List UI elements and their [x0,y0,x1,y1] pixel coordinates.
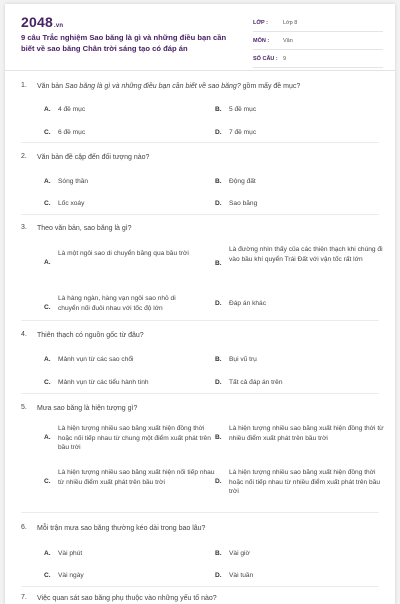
option-letter: C. [44,572,51,579]
option-letter: B. [215,434,222,441]
option-text: Là hàng ngàn, hàng vạn ngôi sao nhỏ di chuyển nối đuôi nhau với tốc độ lớn [58,295,176,312]
divider [21,512,379,513]
question-number: 6. [21,524,27,531]
option-letter: A. [44,259,51,266]
option-letter: D. [215,129,222,136]
question-text: Theo văn bản, sao băng là gì? [37,225,132,232]
option-letter: C. [44,304,51,311]
question-text-italic: Sao băng là gì và những điều bạn cần biết về sao băng? [65,83,241,90]
question-number: 1. [21,82,27,89]
question-text: Văn bản đề cập đến đối tượng nào? [37,154,150,161]
option-text: Là một ngôi sao di chuyển băng qua bầu trời [58,250,189,257]
option-letter: A. [44,550,51,557]
divider [21,142,379,143]
option-text: Là hiện tượng nhiều sao băng xuất hiện đồng thời từ nhiều điểm xuất phát trên bầu trời [229,425,384,442]
option-text: Lốc xoáy [58,200,85,207]
question-number: 5. [21,404,27,411]
option-text: Vài tuần [229,572,254,579]
option-text: Tất cả đáp án trên [229,379,283,386]
option-text: Bụi vũ trụ [229,356,257,363]
meta-label: LỚP : [253,19,268,26]
logo-text: 2048 [21,14,53,30]
quiz-sheet [5,4,395,604]
divider [21,393,379,394]
meta-row-class [253,14,383,32]
option-letter: D. [215,572,222,579]
option-letter: D. [215,478,222,485]
meta-label: SỐ CÂU : [253,55,278,62]
question-number: 3. [21,224,27,231]
option-text: Động đất [229,178,256,185]
meta-table [253,14,383,68]
option-text: Mảnh vụn từ các sao chổi [58,356,134,363]
option-text: Sao băng [229,200,258,207]
option-letter: A. [44,356,51,363]
divider [21,320,379,321]
option-letter: B. [215,550,222,557]
option-letter: A. [44,434,51,441]
question-text-part: Văn bản [37,83,66,90]
option-text: Đáp án khác [229,300,267,307]
option-text: Vài ngày [58,572,84,579]
logo-suffix: .vn [53,23,64,29]
question-text-part: gồm mấy đề mục? [240,83,301,90]
option-text: Là đường nhìn thấy của các thiên thạch khi chúng đi vào bầu khí quyển Trái Đất với vận tốc rất lớn [229,246,383,263]
question-number: 4. [21,331,27,338]
option-letter: B. [215,178,222,185]
option-letter: C. [44,200,51,207]
option-text: 4 đề mục [58,106,86,113]
option-letter: C. [44,379,51,386]
question-number: 7. [21,594,27,601]
meta-value: Văn [283,37,293,44]
option-text: Là hiện tượng nhiều sao băng xuất hiện đồng thời hoặc nối tiếp nhau từ chung một điểm xuất phát trên bầu trời [58,425,211,451]
option-text: Mảnh vụn từ các tiểu hành tinh [58,379,149,386]
site-logo[interactable] [21,14,63,30]
meta-row-subject [253,32,383,50]
option-text: 5 đề mục [229,106,257,113]
option-letter: C. [44,129,51,136]
option-text: 6 đề mục [58,129,86,136]
option-letter: D. [215,200,222,207]
option-letter: D. [215,300,222,307]
option-text: Là hiện tượng nhiều sao băng xuất hiện nối tiếp nhau từ nhiều điểm xuất phát trên bầu trời [58,469,215,486]
meta-row-count [253,50,383,68]
meta-label: MÔN : [253,37,270,44]
option-text: Là hiện tượng nhiều sao băng xuất hiện đồng thời hoặc nối tiếp nhau từ nhiều điểm xuất phát trên bầu trời [229,469,381,495]
divider [21,586,379,587]
option-text: 7 đề mục [229,129,257,136]
option-letter: C. [44,478,51,485]
option-letter: A. [44,178,51,185]
question-text: Mưa sao băng là hiện tượng gì? [37,405,138,412]
question-text [37,82,377,91]
option-letter: B. [215,356,222,363]
question-text: Việc quan sát sao băng phụ thuộc vào những yếu tố nào? [37,595,217,602]
option-letter: B. [215,106,222,113]
option-text: Vài phút [58,550,83,557]
option-text: Sóng thần [58,178,89,185]
divider [21,214,379,215]
meta-value: Lớp 8 [283,19,298,26]
option-letter: A. [44,106,51,113]
question-number: 2. [21,153,27,160]
option-letter: D. [215,379,222,386]
meta-value: 9 [283,55,287,62]
question-text: Thiên thạch có nguồn gốc từ đâu? [37,332,144,339]
question-text: Mỗi trận mưa sao băng thường kéo dài trong bao lâu? [37,525,206,532]
option-text: Vài giờ [229,550,250,557]
page-title: 9 câu Trắc nghiệm Sao băng là gì và những điều bạn cần biết về sao băng Chân trời sáng tạo có đáp án [21,33,227,53]
option-letter: B. [215,260,222,267]
header [5,4,395,71]
